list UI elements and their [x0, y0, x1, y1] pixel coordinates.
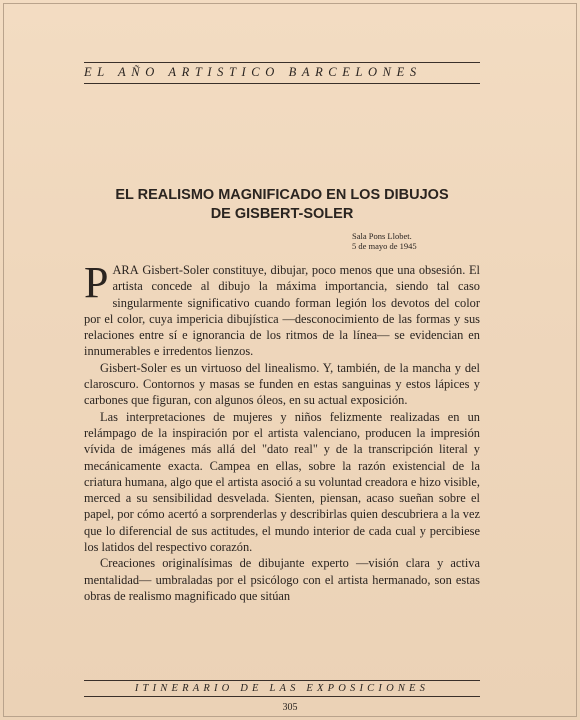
first-word-rest: ARA: [112, 263, 139, 277]
paragraph-1: [84, 258, 480, 360]
footer-section-title: ITINERARIO DE LAS EXPOSICIONES: [84, 680, 480, 697]
venue: Sala Pons Llobet.: [352, 231, 412, 241]
paragraph-2: Gisbert-Soler es un virtuoso del linealismo. Y, también, de la mancha y del claroscuro. Contornos y masas se funden en estas sanguinas y estos lápices y carbones que figuran, con algunos óleos, en su actual exposición.: [84, 360, 480, 408]
drop-cap: P: [84, 258, 109, 307]
running-head: EL AÑO ARTISTICO BARCELONES: [84, 62, 480, 84]
dateline: [352, 231, 462, 251]
date: 5 de mayo de 1945: [352, 241, 417, 251]
article-body: [84, 258, 481, 604]
paragraph-1-text: Gisbert-Soler constituye, dibujar, poco menos que una obsesión. El artista concede al dibujo la máxima importancia, siendo tal caso singularmente significativo cuando forman legión los devotos del color por el color, cuya impericia dibujística —desconocimiento de las formas y sus relaciones entre sí e ignorancia de los ritmos de la línea— se evidencian en innumerables e irredentos lienzos.: [84, 263, 480, 359]
paragraph-3: Las interpretaciones de mujeres y niños felizmente realizadas en un relámpago de la inspiración por el artista valenciano, producen la impresión vívida de imágenes más allá del "dato real" y de la transcripción literal y mecánicamente exacta. Campea en ellas, sobre la razón existencial de la criatura humana, algo que el artista asoció a su voluntad creadora e hizo visible, merced a su sensibilidad desvelada. Sienten, piensan, acaso sueñan sobre el papel, por cómo acertó a sorprenderlas y describirlas quien descubriera a la vez que lo diferencial de sus actitudes, el mundo interior de cada cual y percibiese los latidos del respectivo corazón.: [84, 409, 481, 555]
article-title-line-1: EL REALISMO MAGNIFICADO EN LOS DIBUJOS: [115, 187, 449, 203]
article-title-line-2: DE GISBERT-SOLER: [210, 206, 354, 222]
paragraph-4: Creaciones originalísimas de dibujante experto —visión clara y activa mentalidad— umbraladas por el psicólogo con el artista hermanado, son estas obras de realismo magnificado que sitúan: [84, 556, 480, 603]
article-title: [84, 186, 480, 224]
page-number: 305: [282, 702, 298, 713]
